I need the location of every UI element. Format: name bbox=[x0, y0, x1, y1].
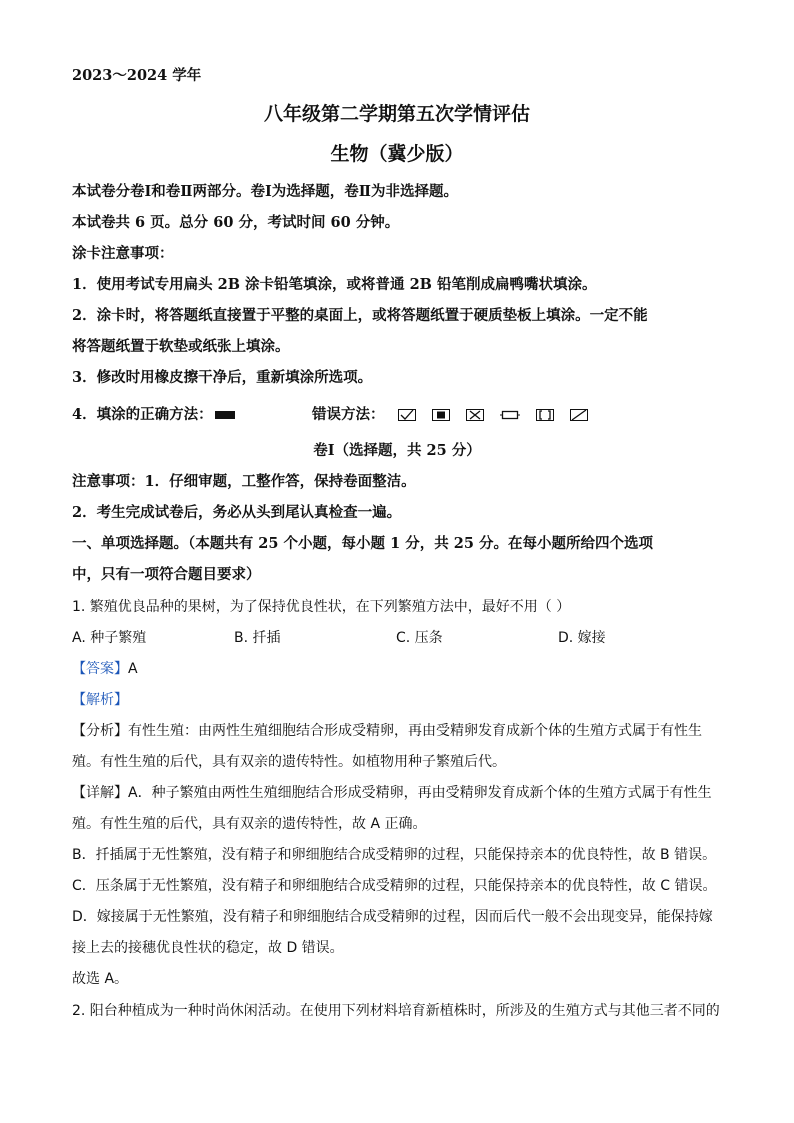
exam-title: 八年级第二学期第五次学情评估 bbox=[263, 103, 530, 125]
question-2-stem: 2. 阳台种植成为一种时尚休闲活动。在使用下列材料培育新植株时，所涉及的生殖方式与其他三者不同的 bbox=[72, 1003, 720, 1019]
answer-label: 【答案】 bbox=[72, 661, 128, 677]
wrong-method-label: 错误方法： bbox=[312, 406, 385, 423]
fill-method-row bbox=[72, 405, 235, 425]
explanation-line: 殖。有性生殖的后代，具有双亲的遗传特性，故 A 正确。 bbox=[72, 816, 427, 832]
school-year: 2023～2024 学年 bbox=[72, 67, 202, 84]
arrow-box-icon bbox=[500, 409, 520, 421]
filled-box-icon bbox=[215, 411, 235, 419]
option-b: B. 扦插 bbox=[234, 630, 281, 646]
cross-box-icon bbox=[466, 409, 484, 421]
option-c: C. 压条 bbox=[396, 630, 443, 646]
section-heading: 卷Ⅰ（选择题，共 25 分） bbox=[313, 442, 481, 459]
intro-line: 将答题纸置于软垫或纸张上填涂。 bbox=[72, 338, 290, 355]
intro-line: 1．使用考试专用扁头 2B 涂卡铅笔填涂，或将普通 2B 铅笔削成扁鸭嘴状填涂。 bbox=[72, 276, 597, 293]
correct-method-label: 4．填涂的正确方法： bbox=[72, 406, 213, 423]
explanation-line: 【分析】有性生殖：由两性生殖细胞结合形成受精卵，再由受精卵发育成新个体的生殖方式属于有性生 bbox=[72, 723, 702, 739]
explanation-line: D．嫁接属于无性繁殖，没有精子和卵细胞结合成受精卵的过程，因而后代一般不会出现变异，能保持嫁 bbox=[72, 909, 713, 925]
intro-line: 3．修改时用橡皮擦干净后，重新填涂所选项。 bbox=[72, 369, 373, 386]
intro-line: 本试卷分卷Ⅰ和卷Ⅱ两部分。卷Ⅰ为选择题，卷Ⅱ为非选择题。 bbox=[72, 183, 459, 200]
explanation-line: C．压条属于无性繁殖，没有精子和卵细胞结合成受精卵的过程，只能保持亲本的优良特性，故 C 错误。 bbox=[72, 878, 717, 894]
explanation-line: 接上去的接穗优良性状的稳定，故 D 错误。 bbox=[72, 940, 344, 956]
explanation-line: 【详解】A．种子繁殖由两性生殖细胞结合形成受精卵，再由受精卵发育成新个体的生殖方式属于有性生 bbox=[72, 785, 712, 801]
explanation-line: 故选 A。 bbox=[72, 971, 129, 987]
analysis-row bbox=[72, 690, 128, 710]
answer-value: A bbox=[128, 661, 138, 677]
exam-subtitle: 生物（冀少版） bbox=[330, 143, 464, 165]
part-title: 一、单项选择题。（本题共有 25 个小题，每小题 1 分，共 25 分。在每小题所给四个选项 bbox=[72, 535, 653, 552]
option-a: A. 种子繁殖 bbox=[72, 630, 147, 646]
answer-row bbox=[72, 659, 138, 679]
analysis-label: 【解析】 bbox=[72, 692, 128, 708]
wrong-method-row bbox=[312, 405, 599, 425]
dot-box-icon bbox=[432, 409, 450, 421]
slash-box-icon bbox=[570, 409, 588, 421]
section-note: 2．考生完成试卷后，务必从头到尾认真检查一遍。 bbox=[72, 504, 402, 521]
bracket-box-icon bbox=[536, 409, 554, 421]
part-title: 中，只有一项符合题目要求） bbox=[72, 566, 261, 583]
check-mark-icon bbox=[398, 409, 416, 421]
question-1-stem: 1. 繁殖优良品种的果树，为了保持优良性状，在下列繁殖方法中，最好不用（ ） bbox=[72, 599, 571, 615]
section-note: 注意事项：1．仔细审题，工整作答，保持卷面整洁。 bbox=[72, 473, 416, 490]
intro-line: 涂卡注意事项： bbox=[72, 245, 174, 262]
intro-line: 2．涂卡时，将答题纸直接置于平整的桌面上，或将答题纸置于硬质垫板上填涂。一定不能 bbox=[72, 307, 648, 324]
option-d: D. 嫁接 bbox=[558, 630, 606, 646]
explanation-line: 殖。有性生殖的后代，具有双亲的遗传特性。如植物用种子繁殖后代。 bbox=[72, 754, 506, 770]
explanation-line: B．扦插属于无性繁殖，没有精子和卵细胞结合成受精卵的过程，只能保持亲本的优良特性，故 B 错误。 bbox=[72, 847, 717, 863]
intro-line: 本试卷共 6 页。总分 60 分，考试时间 60 分钟。 bbox=[72, 214, 400, 231]
